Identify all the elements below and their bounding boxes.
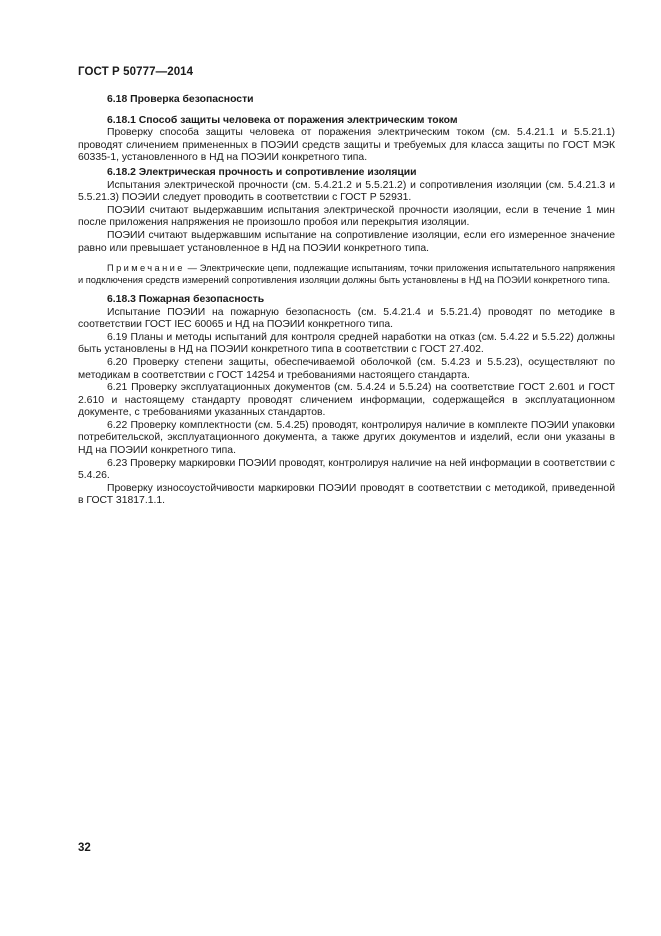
paragraph: 6.21 Проверку эксплуатационных документов (см. 5.4.24 и 5.5.24) на соответствие ГОСТ 2.601 и ГОСТ 2.610 и настоящему стандарту проводят сличением информации, содержащейся в эксплуатационном документе, с требованиями указанных стандартов. — [78, 382, 615, 419]
paragraph: ПОЭИИ считают выдержавшим испытания электрической прочности изоляции, если в течение 1 мин после приложения напряжения не произошло пробоя или перекрытия изоляции. — [78, 204, 615, 229]
section-heading: 6.18.3 Пожарная безопасность — [107, 293, 265, 305]
paragraph: Проверку способа защиты человека от поражения электрическим током (см. 5.4.21.1 и 5.5.21.1) проводят сличением примененных в ПОЭИИ средств защиты и требуемых для класса защиты по ГОСТ МЭК 60335-1, установленного в НД на ПОЭИИ конкретного типа. — [78, 127, 615, 164]
note-text: — Электрические цепи, подлежащие испытаниям, точки приложения испытательного напряжения и подключения средств измерений сопротивления изоляции должны быть установлены в НД на ПОЭИИ конкретного типа. — [78, 263, 615, 285]
document-header: ГОСТ Р 50777—2014 — [78, 66, 194, 78]
note — [78, 263, 615, 286]
paragraph: 6.20 Проверку степени защиты, обеспечиваемой оболочкой (см. 5.4.23 и 5.5.23), осуществляют по методикам в соответствии с ГОСТ 14254 и требованиями настоящего стандарта. — [78, 356, 615, 381]
section-heading: 6.18.1 Способ защиты человека от поражения электрическим током — [107, 114, 458, 126]
page-number: 32 — [78, 842, 91, 854]
paragraph: 6.23 Проверку маркировки ПОЭИИ проводят, контролируя наличие на ней информации в соответствии с 5.4.26. — [78, 457, 615, 482]
paragraph: Проверку износоустойчивости маркировки ПОЭИИ проводят в соответствии с методикой, приведенной в ГОСТ 31817.1.1. — [78, 482, 615, 507]
document-body — [78, 94, 615, 508]
paragraph: Испытания электрической прочности (см. 5.4.21.2 и 5.5.21.2) и сопротивления изоляции (см. 5.4.21.3 и 5.5.21.3) ПОЭИИ следует проводить в соответствии с ГОСТ Р 52931. — [78, 179, 615, 204]
paragraph: Испытание ПОЭИИ на пожарную безопасность (см. 5.4.21.4 и 5.5.21.4) проводят по методике в соответствии ГОСТ IEC 60065 и НД на ПОЭИИ конкретного типа. — [78, 306, 615, 331]
section-heading: 6.18 Проверка безопасности — [107, 94, 254, 105]
section-heading: 6.18.2 Электрическая прочность и сопротивление изоляции — [107, 166, 417, 178]
paragraph: 6.22 Проверку комплектности (см. 5.4.25) проводят, контролируя наличие в комплекте ПОЭИИ упаковки потребительской, эксплуатационного документа, а также других документов и изделий, если они указаны в НД на ПОЭИИ конкретного типа. — [78, 419, 615, 457]
paragraph: ПОЭИИ считают выдержавшим испытание на сопротивление изоляции, если его измеренное значение равно или превышает установленное в НД на ПОЭИИ конкретного типа. — [78, 229, 615, 254]
note-label: Примечание — [107, 263, 185, 274]
paragraph: 6.19 Планы и методы испытаний для контроля средней наработки на отказ (см. 5.4.22 и 5.5.22) должны быть установлены в НД на ПОЭИИ конкретного типа в соответствии с ГОСТ 27.402. — [78, 331, 615, 356]
